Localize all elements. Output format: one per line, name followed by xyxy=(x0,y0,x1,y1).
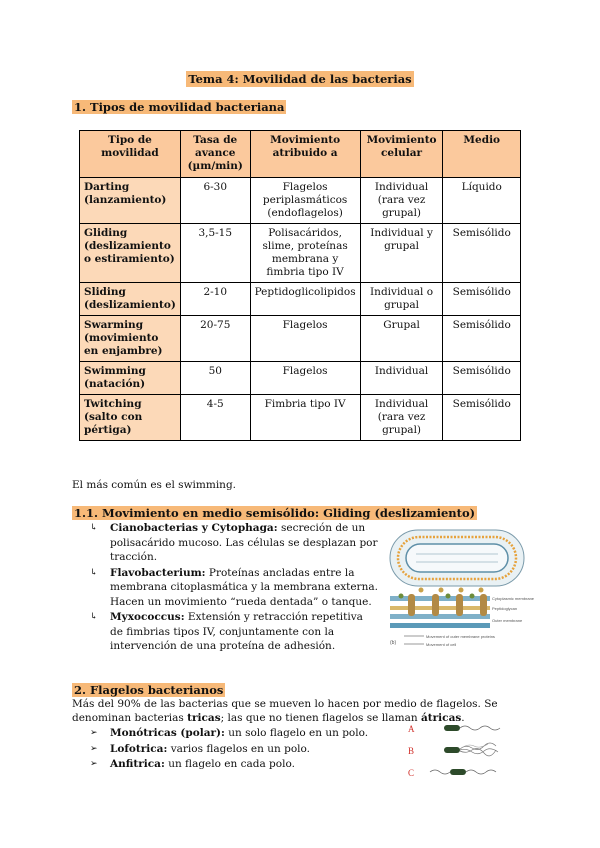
table-header-cell: Tipo de movilidad xyxy=(80,131,181,178)
list-item-text: Extensión y retracción repetitiva de fimbrias tipos IV, conjuntamente con la intervención de una proteína de adhesión. xyxy=(110,611,363,652)
list-item-text: Proteínas ancladas entre la membrana citoplasmática y la membrana externa. Hacen un movimiento “rueda dentada” o tanque. xyxy=(110,566,378,608)
list-item-term: Flavobacterium: xyxy=(110,566,206,579)
table-cell: Individual o grupal xyxy=(360,283,443,316)
list-item-term: Monótricas (polar): xyxy=(110,727,225,739)
figure-tag: (b) xyxy=(390,640,397,646)
section-heading-2: 2. Flagelos bacterianos xyxy=(74,683,224,697)
figure-label: A xyxy=(408,724,415,734)
table-cell: 50 xyxy=(180,362,250,395)
section-heading-1: 1. Tipos de movilidad bacteriana xyxy=(74,100,285,114)
table-cell: Polisacáridos, slime, proteínas membrana y fimbria tipo IV xyxy=(250,224,360,283)
motility-type-cell: Swimming (natación) xyxy=(80,362,181,395)
table-cell: 4-5 xyxy=(180,395,250,441)
list-item-text: un solo flagelo en un polo. xyxy=(224,727,369,739)
table-cell: Peptidoglicolipidos xyxy=(250,283,360,316)
list-item-term: Myxococcus: xyxy=(110,611,185,623)
motility-type-cell: Twitching (salto con pértiga) xyxy=(80,395,181,441)
list-item-term: Lofotrica: xyxy=(110,742,168,755)
list-item-text: secreción de un polisacárido mucoso. Las células se desplazan por tracción. xyxy=(110,522,378,563)
flagella-list xyxy=(90,726,380,773)
table-cell: Individual (rara vez grupal) xyxy=(360,395,443,441)
figure-label: C xyxy=(408,768,415,778)
table-row xyxy=(80,224,521,283)
bullet-arrow-icon: ↳ xyxy=(90,523,98,533)
list-item-term: Cianobacterias y Cytophaga: xyxy=(110,522,278,534)
figure-label: Outer membrane xyxy=(492,618,523,623)
table-cell: 6-30 xyxy=(180,178,250,224)
table-cell: 2-10 xyxy=(180,283,250,316)
list-item xyxy=(90,742,380,757)
table-row xyxy=(80,178,521,224)
table-cell: Flagelos periplasmáticos (endoflagelos) xyxy=(250,178,360,224)
motility-type-cell: Darting (lanzamiento) xyxy=(80,178,181,224)
table-cell: Individual y grupal xyxy=(360,224,443,283)
page-title: Tema 4: Movilidad de las bacterias xyxy=(188,72,412,86)
figure-label: Cytoplasmic membrane xyxy=(492,596,535,601)
table-cell: Grupal xyxy=(360,316,443,362)
list-item-term: Anfitrica: xyxy=(110,758,165,770)
figure-label: B xyxy=(408,746,415,756)
table-row xyxy=(80,362,521,395)
section-heading-1-1: 1.1. Movimiento en medio semisólido: Gliding (deslizamiento) xyxy=(74,506,476,520)
flagella-diagram xyxy=(404,718,534,782)
table-cell: Semisólido xyxy=(443,283,521,316)
table-cell: 3,5-15 xyxy=(180,224,250,283)
figure-label: Movement of cell xyxy=(426,642,457,647)
list-item-text: un flagelo en cada polo. xyxy=(164,758,295,770)
list-item xyxy=(90,726,380,741)
motility-type-cell: Gliding (deslizamiento o estiramiento) xyxy=(80,224,181,283)
bullet-arrow-icon: ↳ xyxy=(90,567,98,578)
gliding-diagram xyxy=(386,524,535,654)
list-item xyxy=(90,566,378,610)
table-cell: Individual xyxy=(360,362,443,395)
table-cell: Semisólido xyxy=(443,362,521,395)
table-row xyxy=(80,395,521,441)
table-cell: Líquido xyxy=(443,178,521,224)
table-row xyxy=(80,283,521,316)
table-cell: Individual (rara vez grupal) xyxy=(360,178,443,224)
table-cell: Flagelos xyxy=(250,362,360,395)
table-cell: Semisólido xyxy=(443,395,521,441)
figure-label: Peptidoglycan xyxy=(492,606,518,611)
bullet-arrow-icon: ➢ xyxy=(90,759,98,769)
table-body xyxy=(80,178,521,441)
bullet-arrow-icon: ↳ xyxy=(90,612,98,622)
table-cell: Flagelos xyxy=(250,316,360,362)
bullet-arrow-icon: ➢ xyxy=(90,728,98,738)
list-item xyxy=(90,521,378,565)
common-note: El más común es el swimming. xyxy=(72,479,237,491)
list-item xyxy=(90,757,380,772)
motility-table xyxy=(79,130,521,441)
motility-type-cell: Sliding (deslizamiento) xyxy=(80,283,181,316)
table-cell: Semisólido xyxy=(443,316,521,362)
table-header-cell: Movimiento celular xyxy=(360,131,443,178)
list-item xyxy=(90,610,378,654)
figure-label: Movement of outer membrane proteins xyxy=(426,634,495,639)
table-cell: 20-75 xyxy=(180,316,250,362)
table-cell: Semisólido xyxy=(443,224,521,283)
table-header-cell: Movimiento atribuido a xyxy=(250,131,360,178)
gliding-list xyxy=(90,521,378,655)
table-header-cell: Medio xyxy=(443,131,521,178)
flagella-intro: Más del 90% de las bacterias que se mueven lo hacen por medio de flagelos. Se denominan bacterias tricas; las que no tienen flagelos se llaman átricas. xyxy=(72,698,498,724)
motility-type-cell: Swarming (movimiento en enjambre) xyxy=(80,316,181,362)
table-cell: Fimbria tipo IV xyxy=(250,395,360,441)
list-item-text: varios flagelos en un polo. xyxy=(167,742,310,755)
table-row xyxy=(80,316,521,362)
table-header-row xyxy=(80,131,521,178)
table-header-cell: Tasa de avance (µm/min) xyxy=(180,131,250,178)
bullet-arrow-icon: ➢ xyxy=(90,743,98,754)
